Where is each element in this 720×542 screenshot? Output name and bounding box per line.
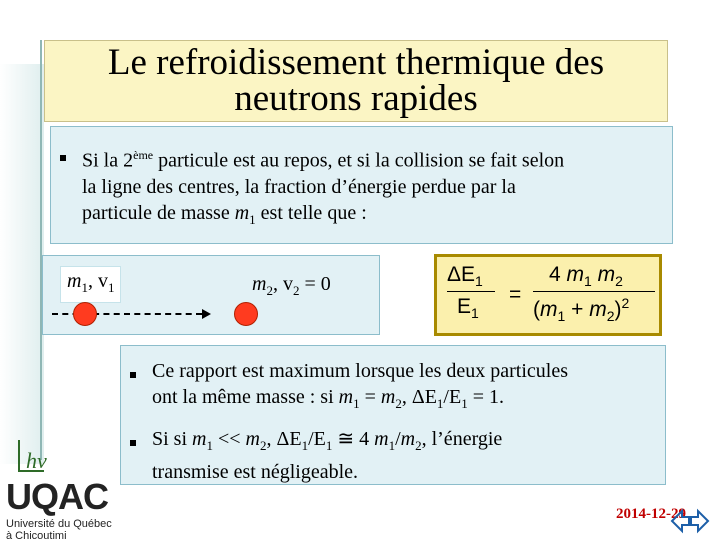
title-line-1: Le refroidissement thermique des [107,42,605,83]
title-line-2: neutrons rapides [234,78,478,119]
hv-symbol: hν [26,448,47,473]
bullet-square-icon [60,155,66,161]
arrow-left-icon[interactable] [672,511,689,531]
formula-numerator-left: $\Delta E_1$ [447,263,483,290]
bullet-square-icon [130,372,136,378]
particle-1-label: $m_1$, $v_1$ [60,266,121,303]
fraction-bar-left [447,291,495,292]
arrow-right-icon [202,309,211,319]
formula-equals: = [509,283,522,306]
bullet-square-icon [130,440,136,446]
slide-date: 2014-12-29 [616,506,686,522]
hv-accent-line [18,440,20,470]
formula-numerator-right: 4 $m_1$ $m_2$ [549,263,623,290]
navigation-arrows-icon[interactable] [670,508,710,534]
arrow-right-nav-icon[interactable] [691,511,708,531]
left-band [0,64,44,464]
bullet-2-text: Si si $m_1 << m_2$, $\Delta E_1/E_1$ ≅ 4 $m_1/m_2$, l’énergie transmise est négligeable. [152,428,503,483]
slide-title [44,40,668,122]
formula-denominator-right: $(m_1 + m_2)^2$ [533,295,630,325]
formula-denominator-left: $E_1$ [457,295,479,322]
particle-1-ball [73,302,97,326]
bullet-1-text: Ce rapport est maximum lorsque les deux particules ont la même masse : si $m_1 = m_2$, $\Delta E_1/E_1 = 1$. [152,360,569,411]
intro-text: Si la 2ème particule est au repos, et si la collision se fait selon la ligne des centres, la fraction d’énergie perdue par la particule de masse $m_1$ est telle que : [82,148,565,227]
energy-loss-formula [434,254,662,336]
uqac-logo: UQAC Université du Québec à Chicoutimi [6,476,112,542]
left-rule [40,40,42,460]
fraction-bar-right [533,291,655,292]
particle-2-label: $m_2$, $v_2 = 0$ [252,273,331,298]
particle-2-ball [234,302,258,326]
